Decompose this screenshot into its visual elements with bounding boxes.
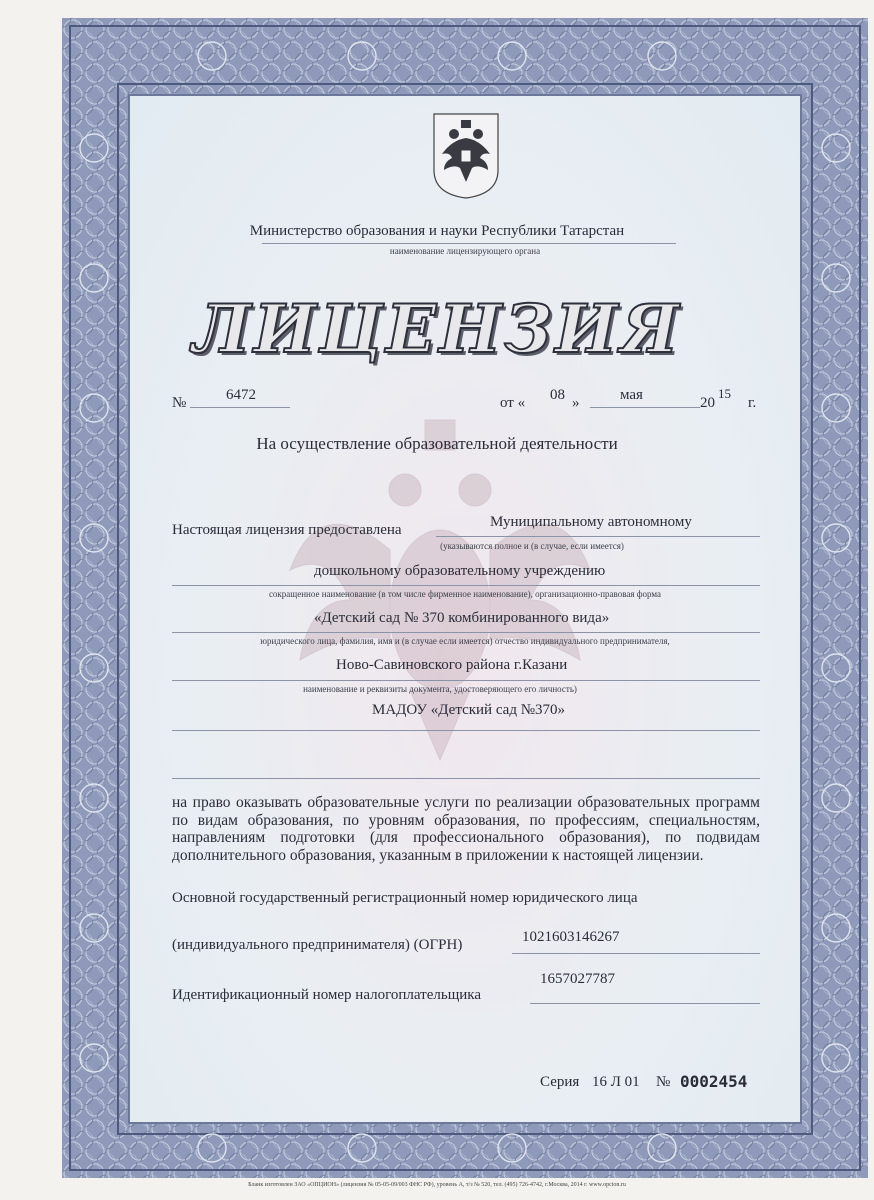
grantee-line-2: дошкольному образовательному учреждению <box>314 563 606 579</box>
year-suffix: 15 <box>718 386 731 401</box>
printer-info: Бланк изготовлен ЗАО «ОПЦИОН» (лицензия № 05-05-09/003 ФНС РФ), уровень А, т/з № 520, тел. (495) 726-4742, г.Москва, 2014 г. www.opcion.ru <box>248 1182 626 1188</box>
series-number-sign: № <box>656 1074 671 1090</box>
document-title: ЛИЦЕНЗИЯ <box>192 290 682 368</box>
number-underline <box>190 407 290 408</box>
date-day: 08 <box>550 387 565 403</box>
ogrn-label-2: (индивидуального предпринимателя) (ОГРН) <box>172 937 463 953</box>
number-sign: № <box>172 395 187 411</box>
grantee-caption-3: юридического лица, фамилия, имя и (в случае если имеется) отчество индивидуального предпринимателя, <box>260 636 670 646</box>
inn-label: Идентификационный номер налогоплательщика <box>172 987 482 1003</box>
grantee-underline-3 <box>172 632 760 633</box>
date-from-label: от « <box>500 395 526 411</box>
series-label: Серия <box>540 1074 580 1090</box>
grantee-underline-5 <box>172 730 760 731</box>
date-month: мая <box>620 387 643 403</box>
series-number: 0002454 <box>680 1072 748 1091</box>
rights-paragraph: на право оказывать образовательные услуги по реализации образовательных программ по видам образования, по уровням образования, по профессиям, специальностям, направлениям подготовки (для профессионального образования), по подвидам дополнительного образования, указанным в приложении к настоящей лицензии. <box>172 794 760 864</box>
series-value: 16 Л 01 <box>592 1074 640 1090</box>
date-day-close: » <box>572 395 580 411</box>
ogrn-label-1: Основной государственный регистрационный номер юридического лица <box>172 890 638 906</box>
eagle-watermark <box>280 400 600 800</box>
activity-type: На осуществление образовательной деятельности <box>256 434 618 453</box>
grantee-underline-4 <box>172 680 760 681</box>
grantee-line-3: «Детский сад № 370 комбинированного вида» <box>314 610 610 626</box>
issuer-underline <box>262 243 676 244</box>
inn-underline <box>530 1003 760 1004</box>
license-number: 6472 <box>226 387 256 403</box>
grantee-underline-1 <box>436 536 760 537</box>
grantee-underline-2 <box>172 585 760 586</box>
ogrn-value: 1021603146267 <box>522 929 620 945</box>
year-end: г. <box>748 395 757 411</box>
inn-value: 1657027787 <box>540 971 615 987</box>
grantee-caption-1: (указываются полное и (в случае, если имеется) <box>440 541 624 551</box>
grantee-caption-4: наименование и реквизиты документа, удостоверяющего его личность) <box>303 684 577 694</box>
grantee-underline-6 <box>172 778 760 779</box>
grantee-line-4: Ново-Савиновского района г.Казани <box>336 657 568 673</box>
ogrn-underline <box>512 953 760 954</box>
grantee-label: Настоящая лицензия предоставлена <box>172 522 402 538</box>
coat-of-arms-icon <box>430 110 502 200</box>
grantee-line-5: МАДОУ «Детский сад №370» <box>372 702 566 718</box>
issuer-name: Министерство образования и науки Республики Татарстан <box>249 223 625 239</box>
grantee-caption-2: сокращенное наименование (в том числе фирменное наименование), организационно-правовая форма <box>268 589 662 599</box>
year-prefix: 20 <box>700 395 715 411</box>
month-underline <box>590 407 700 408</box>
issuer-caption: наименование лицензирующего органа <box>389 246 541 256</box>
grantee-line-1: Муниципальному автономному <box>490 514 692 530</box>
